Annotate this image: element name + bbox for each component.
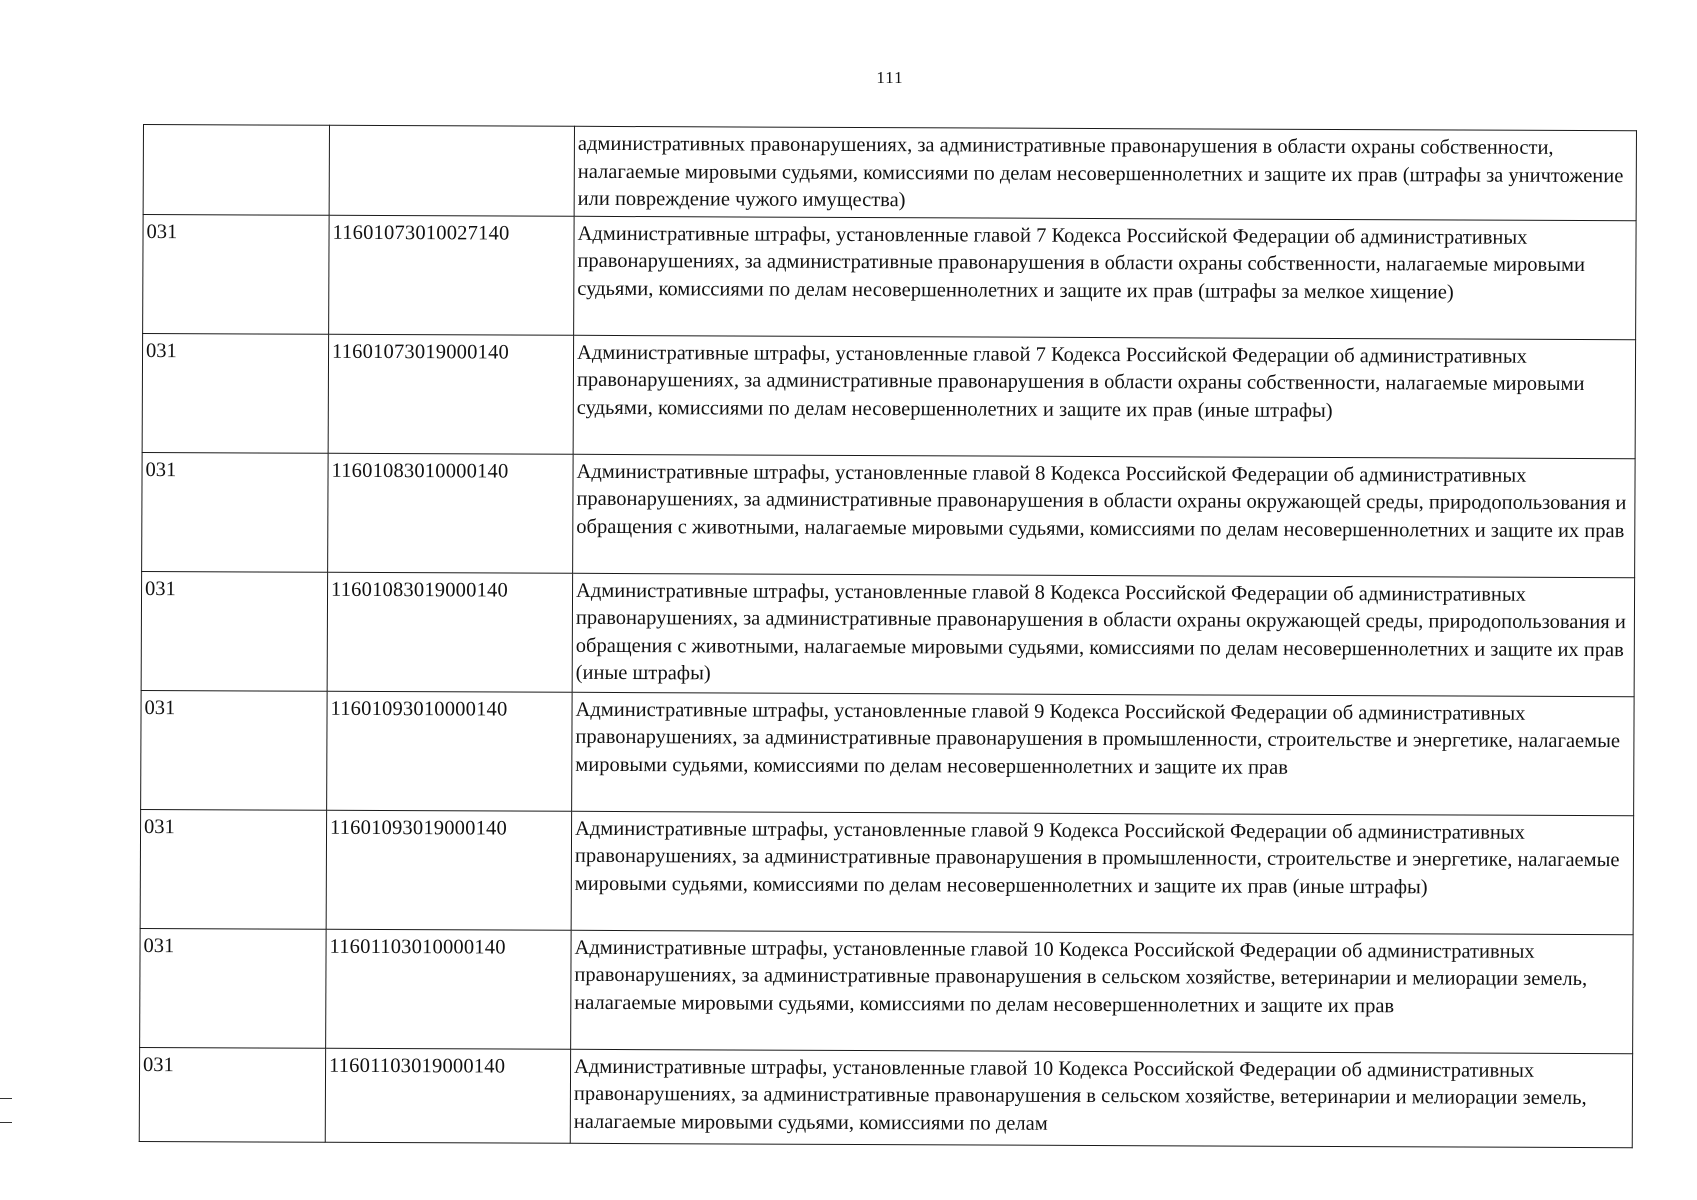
budget-code-cell: 11601103010000140: [326, 929, 571, 1049]
page-number: 111: [876, 68, 904, 87]
table-row: [142, 333, 1635, 458]
table-row: [143, 125, 1636, 221]
description-cell: Административные штрафы, установленные главой 8 Кодекса Российской Федерации об административных правонарушениях, за административные правонарушения в области охраны окружающей среды, природопользования и обращения с животными, налагаемые мировыми судьями, комиссиями по делам несовершеннолетних и защите их прав: [573, 454, 1635, 577]
description-cell: Административные штрафы, установленные главой 9 Кодекса Российской Федерации об административных правонарушениях, за административные правонарушения в промышленности, строительстве и энергетике, налагаемые мировыми судьями, комиссиями по делам несовершеннолетних и защите их прав (иные штрафы): [571, 811, 1633, 934]
table-row: [143, 214, 1636, 339]
admin-code-cell: 031: [139, 1047, 325, 1142]
table-row: [140, 928, 1633, 1053]
budget-code-cell: [329, 125, 574, 216]
admin-code-cell: 031: [143, 214, 329, 334]
admin-code-cell: [143, 125, 329, 215]
description-cell: Административные штрафы, установленные главой 10 Кодекса Российской Федерации об административных правонарушениях, за административные правонарушения в сельском хозяйстве, ветеринарии и мелиорации земель, налагаемые мировыми судьями, комиссиями по делам: [570, 1049, 1632, 1147]
table-row: [140, 809, 1633, 934]
admin-code-cell: 031: [141, 690, 327, 810]
budget-code-cell: 11601093010000140: [327, 691, 572, 811]
binding-margin-mark: [0, 1122, 12, 1123]
budget-code-cell: 11601093019000140: [326, 810, 571, 930]
table-container: [139, 124, 1637, 1148]
binding-margin-mark: [0, 1098, 12, 1099]
admin-code-cell: 031: [140, 928, 326, 1048]
description-cell: Административные штрафы, установленные главой 10 Кодекса Российской Федерации об административных правонарушениях, за административные правонарушения в сельском хозяйстве, ветеринарии и мелиорации земель, налагаемые мировыми судьями, комиссиями по делам несовершеннолетних и защите их прав: [571, 930, 1633, 1053]
table-row: [139, 1047, 1632, 1147]
description-cell: Административные штрафы, установленные главой 7 Кодекса Российской Федерации об административных правонарушениях, за административные правонарушения в области охраны собственности, налагаемые мировыми судьями, комиссиями по делам несовершеннолетних и защите их прав (иные штрафы): [573, 335, 1635, 458]
admin-code-cell: 031: [142, 333, 328, 453]
table-row: [141, 690, 1634, 815]
admin-code-cell: 031: [140, 809, 326, 929]
budget-codes-table: [139, 124, 1637, 1148]
description-cell: Административные штрафы, установленные главой 7 Кодекса Российской Федерации об административных правонарушениях, за административные правонарушения в области охраны собственности, налагаемые мировыми судьями, комиссиями по делам несовершеннолетних и защите их прав (штрафы за мелкое хищение): [574, 216, 1636, 339]
admin-code-cell: 031: [141, 571, 327, 691]
description-cell: Административные штрафы, установленные главой 9 Кодекса Российской Федерации об административных правонарушениях, за административные правонарушения в промышленности, строительстве и энергетике, налагаемые мировыми судьями, комиссиями по делам несовершеннолетних и защите их прав: [572, 692, 1634, 815]
budget-code-cell: 11601103019000140: [325, 1048, 570, 1143]
description-cell: административных правонарушениях, за административные правонарушения в области охраны собственности, налагаемые мировыми судьями, комиссиями по делам несовершеннолетних и защите их прав (штрафы за уничтожение или повреждение чужого имущества): [574, 126, 1636, 220]
admin-code-cell: 031: [142, 452, 328, 572]
budget-code-cell: 11601083019000140: [327, 572, 572, 692]
table-row: [141, 571, 1634, 696]
table-row: [142, 452, 1635, 577]
budget-code-cell: 11601073019000140: [328, 334, 573, 454]
description-cell: Административные штрафы, установленные главой 8 Кодекса Российской Федерации об административных правонарушениях, за административные правонарушения в области охраны окружающей среды, природопользования и обращения с животными, налагаемые мировыми судьями, комиссиями по делам несовершеннолетних и защите их прав (иные штрафы): [572, 573, 1634, 696]
budget-code-cell: 11601073010027140: [329, 215, 574, 335]
budget-code-cell: 11601083010000140: [328, 453, 573, 573]
